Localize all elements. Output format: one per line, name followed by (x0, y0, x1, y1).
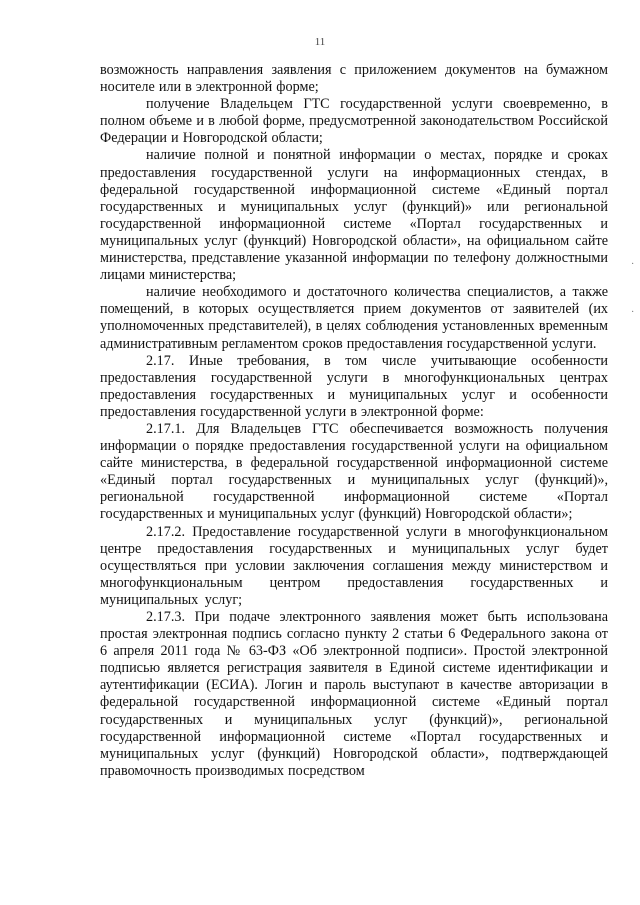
paragraph: 2.17. Иные требования, в том числе учитывающие особенности предоставления государственной услуги в многофункциональных центрах предоставления государственных и муниципальных услуг и особенности предоставления государственной услуги в электронной форме: (100, 352, 608, 420)
margin-mark: · (631, 259, 635, 270)
document-body (100, 62, 608, 780)
page-number: 11 (314, 36, 326, 48)
paragraph: получение Владельцем ГТС государственной услуги своевременно, в полном объеме и в любой форме, предусмотренной законодательством Российской Федерации и Новгородской области; (100, 96, 608, 147)
margin-mark: · (631, 307, 635, 318)
paragraph: наличие полной и понятной информации о местах, порядке и сроках предоставления государственной услуги на информационных стендах, в федеральной государственной информационной системе «Единый портал государственных и муниципальных услуг (функций)» или региональной государственной информационной системе «Портал государственных и муниципальных услуг (функций) Новгородской области», на официальном сайте министерства, представление указанной информации по телефону должностными лицами министерства; (100, 147, 608, 284)
paragraph: 2.17.3. При подаче электронного заявления может быть использована простая электронная подпись согласно пункту 2 статьи 6 Федерального закона от 6 апреля 2011 года № 63-ФЗ «Об электронной подписи». Простой электронной подписью является регистрация заявителя в Единой системе идентификации и аутентификации (ЕСИА). Логин и пароль выступают в качестве авторизации в федеральной государственной информационной системе «Единый портал государственных и муниципальных услуг (функций)», региональной государственной информационной системе «Портал государственных и муниципальных услуг (функций) Новгородской области», подтверждающей правомочность производимых посредством (100, 609, 608, 779)
paragraph: наличие необходимого и достаточного количества специалистов, а также помещений, в которых осуществляется прием документов от заявителей (их уполномоченных представителей), в целях соблюдения установленных временным административным регламентом сроков предоставления государственной услуги. (100, 284, 608, 352)
paragraph: 2.17.1. Для Владельцев ГТС обеспечивается возможность получения информации о порядке предоставления государственной услуги на официальном сайте министерства, в федеральной государственной информационной системе «Единый портал государственных и муниципальных услуг (функций)», региональной государственной информационной системе «Портал государственных и муниципальных услуг (функций) Новгородской области»; (100, 420, 608, 523)
paragraph: возможность направления заявления с приложением документов на бумажном носителе или в электронной форме; (100, 62, 608, 96)
paragraph: 2.17.2. Предоставление государственной услуги в многофункциональном центре предоставления государственных и муниципальных услуг будет осуществляться при условии заключения соглашения между министерством и многофункциональным центром предоставления государственных и муниципальных услуг; (100, 523, 608, 608)
